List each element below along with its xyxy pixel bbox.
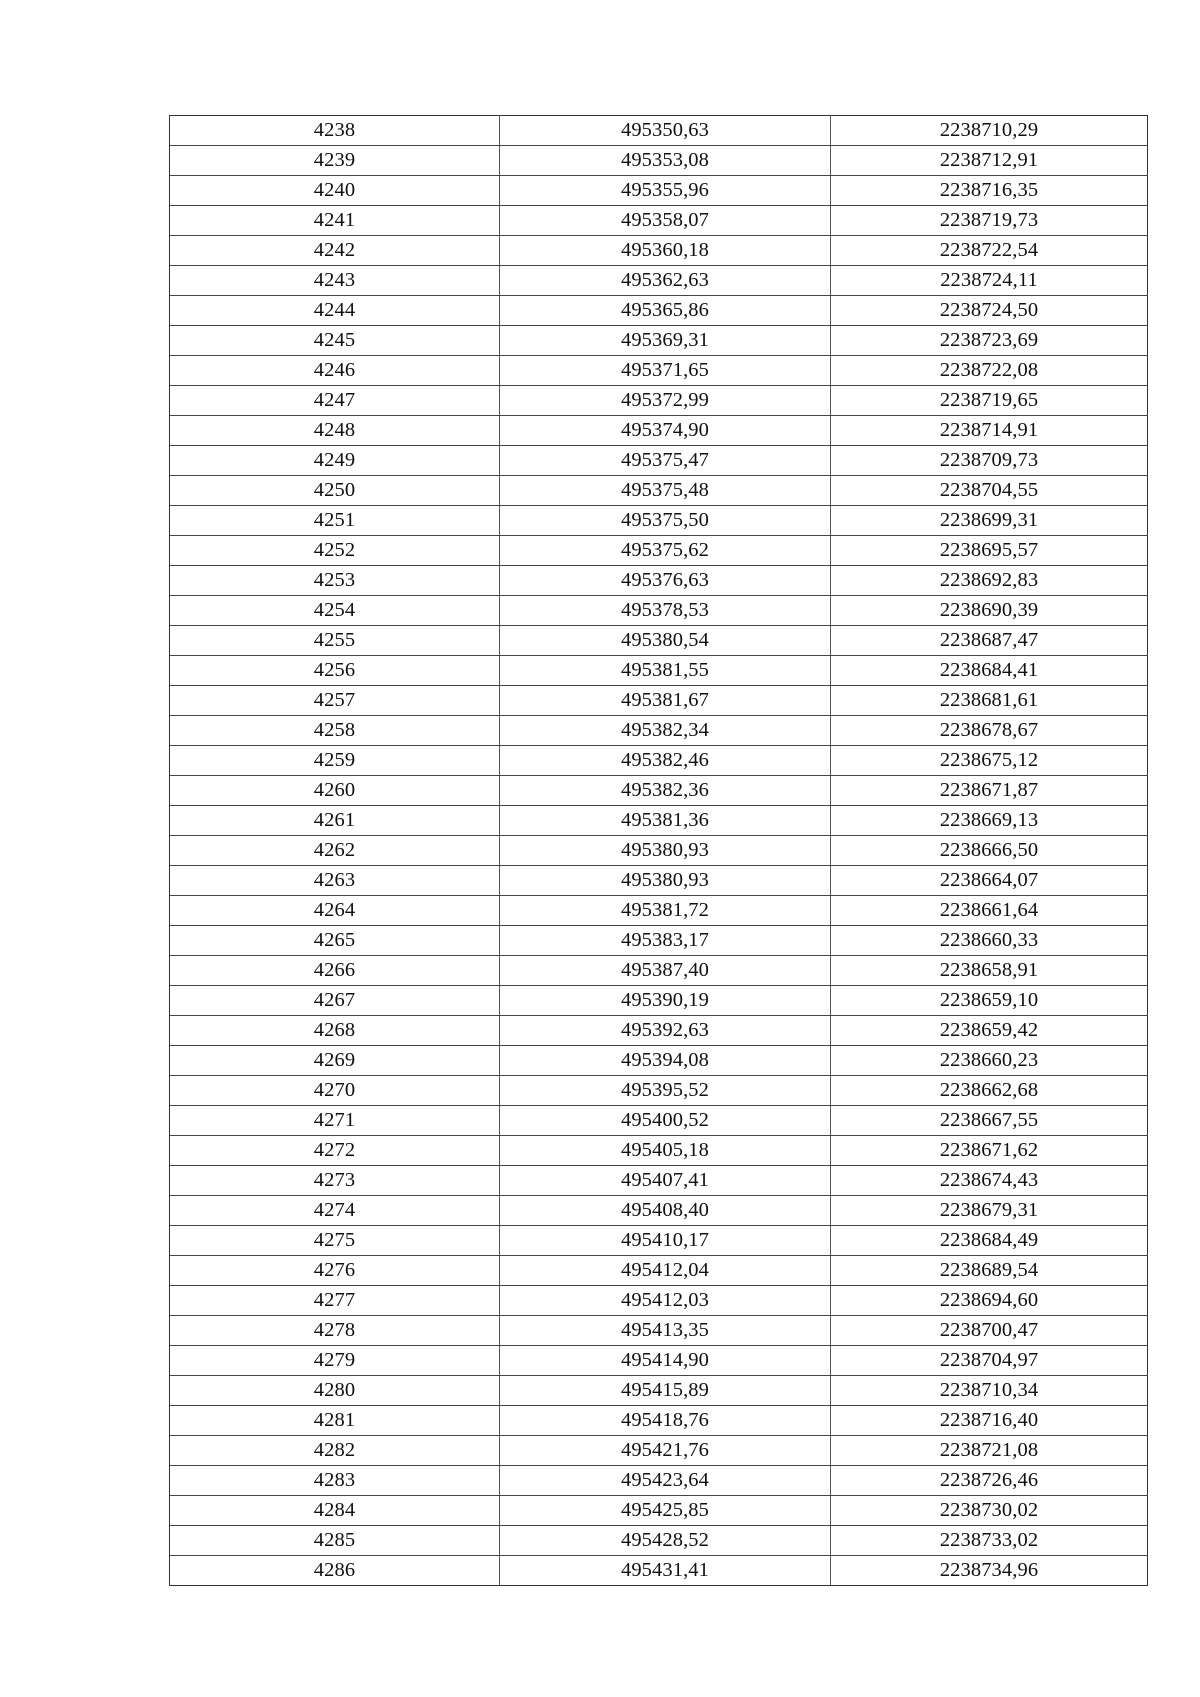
point-number-cell: 4278: [170, 1316, 500, 1346]
x-coordinate-cell: 495381,67: [500, 686, 831, 716]
table-row: [170, 476, 1148, 506]
table-row: [170, 1436, 1148, 1466]
x-coordinate-cell: 495421,76: [500, 1436, 831, 1466]
table-row: [170, 1046, 1148, 1076]
table-row: [170, 386, 1148, 416]
x-coordinate-cell: 495390,19: [500, 986, 831, 1016]
point-number-cell: 4262: [170, 836, 500, 866]
x-coordinate-cell: 495428,52: [500, 1526, 831, 1556]
point-number-cell: 4272: [170, 1136, 500, 1166]
x-coordinate-cell: 495405,18: [500, 1136, 831, 1166]
point-number-cell: 4271: [170, 1106, 500, 1136]
y-coordinate-cell: 2238679,31: [831, 1196, 1148, 1226]
y-coordinate-cell: 2238671,62: [831, 1136, 1148, 1166]
table-row: [170, 446, 1148, 476]
table-row: [170, 1016, 1148, 1046]
x-coordinate-cell: 495375,48: [500, 476, 831, 506]
point-number-cell: 4279: [170, 1346, 500, 1376]
table-row: [170, 206, 1148, 236]
point-number-cell: 4280: [170, 1376, 500, 1406]
x-coordinate-cell: 495412,04: [500, 1256, 831, 1286]
y-coordinate-cell: 2238712,91: [831, 146, 1148, 176]
y-coordinate-cell: 2238669,13: [831, 806, 1148, 836]
point-number-cell: 4276: [170, 1256, 500, 1286]
point-number-cell: 4258: [170, 716, 500, 746]
point-number-cell: 4260: [170, 776, 500, 806]
point-number-cell: 4243: [170, 266, 500, 296]
x-coordinate-cell: 495415,89: [500, 1376, 831, 1406]
table-row: [170, 566, 1148, 596]
point-number-cell: 4248: [170, 416, 500, 446]
point-number-cell: 4259: [170, 746, 500, 776]
y-coordinate-cell: 2238666,50: [831, 836, 1148, 866]
x-coordinate-cell: 495382,34: [500, 716, 831, 746]
table-row: [170, 836, 1148, 866]
table-row: [170, 686, 1148, 716]
table-row: [170, 326, 1148, 356]
x-coordinate-cell: 495423,64: [500, 1466, 831, 1496]
point-number-cell: 4250: [170, 476, 500, 506]
y-coordinate-cell: 2238658,91: [831, 956, 1148, 986]
y-coordinate-cell: 2238719,65: [831, 386, 1148, 416]
point-number-cell: 4282: [170, 1436, 500, 1466]
table-row: [170, 776, 1148, 806]
table-row: [170, 926, 1148, 956]
x-coordinate-cell: 495395,52: [500, 1076, 831, 1106]
table-row: [170, 866, 1148, 896]
point-number-cell: 4257: [170, 686, 500, 716]
point-number-cell: 4277: [170, 1286, 500, 1316]
table-row: [170, 1136, 1148, 1166]
table-row: [170, 956, 1148, 986]
table-row: [170, 1106, 1148, 1136]
table-row: [170, 1256, 1148, 1286]
point-number-cell: 4246: [170, 356, 500, 386]
x-coordinate-cell: 495383,17: [500, 926, 831, 956]
x-coordinate-cell: 495413,35: [500, 1316, 831, 1346]
point-number-cell: 4254: [170, 596, 500, 626]
x-coordinate-cell: 495412,03: [500, 1286, 831, 1316]
point-number-cell: 4265: [170, 926, 500, 956]
x-coordinate-cell: 495392,63: [500, 1016, 831, 1046]
point-number-cell: 4275: [170, 1226, 500, 1256]
point-number-cell: 4268: [170, 1016, 500, 1046]
x-coordinate-cell: 495408,40: [500, 1196, 831, 1226]
point-number-cell: 4285: [170, 1526, 500, 1556]
point-number-cell: 4241: [170, 206, 500, 236]
table-row: [170, 356, 1148, 386]
x-coordinate-cell: 495353,08: [500, 146, 831, 176]
y-coordinate-cell: 2238724,50: [831, 296, 1148, 326]
point-number-cell: 4252: [170, 536, 500, 566]
x-coordinate-cell: 495410,17: [500, 1226, 831, 1256]
point-number-cell: 4255: [170, 626, 500, 656]
table-row: [170, 1316, 1148, 1346]
y-coordinate-cell: 2238671,87: [831, 776, 1148, 806]
y-coordinate-cell: 2238710,34: [831, 1376, 1148, 1406]
table-row: [170, 1346, 1148, 1376]
x-coordinate-cell: 495376,63: [500, 566, 831, 596]
table-row: [170, 1466, 1148, 1496]
point-number-cell: 4284: [170, 1496, 500, 1526]
x-coordinate-cell: 495380,93: [500, 836, 831, 866]
x-coordinate-cell: 495425,85: [500, 1496, 831, 1526]
y-coordinate-cell: 2238690,39: [831, 596, 1148, 626]
point-number-cell: 4273: [170, 1166, 500, 1196]
table-row: [170, 116, 1148, 146]
y-coordinate-cell: 2238723,69: [831, 326, 1148, 356]
point-number-cell: 4245: [170, 326, 500, 356]
x-coordinate-cell: 495400,52: [500, 1106, 831, 1136]
x-coordinate-cell: 495414,90: [500, 1346, 831, 1376]
y-coordinate-cell: 2238719,73: [831, 206, 1148, 236]
x-coordinate-cell: 495360,18: [500, 236, 831, 266]
coordinates-table: [169, 115, 1148, 1586]
x-coordinate-cell: 495407,41: [500, 1166, 831, 1196]
x-coordinate-cell: 495358,07: [500, 206, 831, 236]
table-row: [170, 266, 1148, 296]
y-coordinate-cell: 2238704,97: [831, 1346, 1148, 1376]
point-number-cell: 4251: [170, 506, 500, 536]
y-coordinate-cell: 2238674,43: [831, 1166, 1148, 1196]
y-coordinate-cell: 2238689,54: [831, 1256, 1148, 1286]
y-coordinate-cell: 2238724,11: [831, 266, 1148, 296]
point-number-cell: 4269: [170, 1046, 500, 1076]
point-number-cell: 4261: [170, 806, 500, 836]
y-coordinate-cell: 2238722,54: [831, 236, 1148, 266]
table-row: [170, 146, 1148, 176]
table-row: [170, 716, 1148, 746]
y-coordinate-cell: 2238726,46: [831, 1466, 1148, 1496]
x-coordinate-cell: 495381,36: [500, 806, 831, 836]
y-coordinate-cell: 2238694,60: [831, 1286, 1148, 1316]
y-coordinate-cell: 2238659,42: [831, 1016, 1148, 1046]
table-row: [170, 1556, 1148, 1586]
point-number-cell: 4281: [170, 1406, 500, 1436]
y-coordinate-cell: 2238716,35: [831, 176, 1148, 206]
y-coordinate-cell: 2238684,49: [831, 1226, 1148, 1256]
table-row: [170, 1526, 1148, 1556]
y-coordinate-cell: 2238699,31: [831, 506, 1148, 536]
y-coordinate-cell: 2238661,64: [831, 896, 1148, 926]
table-row: [170, 236, 1148, 266]
x-coordinate-cell: 495375,47: [500, 446, 831, 476]
table-row: [170, 746, 1148, 776]
point-number-cell: 4238: [170, 116, 500, 146]
y-coordinate-cell: 2238667,55: [831, 1106, 1148, 1136]
table-row: [170, 1226, 1148, 1256]
table-row: [170, 1496, 1148, 1526]
y-coordinate-cell: 2238709,73: [831, 446, 1148, 476]
y-coordinate-cell: 2238704,55: [831, 476, 1148, 506]
x-coordinate-cell: 495380,54: [500, 626, 831, 656]
x-coordinate-cell: 495374,90: [500, 416, 831, 446]
point-number-cell: 4253: [170, 566, 500, 596]
point-number-cell: 4249: [170, 446, 500, 476]
table-row: [170, 1166, 1148, 1196]
table-row: [170, 1076, 1148, 1106]
x-coordinate-cell: 495380,93: [500, 866, 831, 896]
point-number-cell: 4270: [170, 1076, 500, 1106]
table-row: [170, 626, 1148, 656]
coordinates-table-body: [170, 116, 1148, 1586]
y-coordinate-cell: 2238722,08: [831, 356, 1148, 386]
table-row: [170, 296, 1148, 326]
point-number-cell: 4266: [170, 956, 500, 986]
y-coordinate-cell: 2238678,67: [831, 716, 1148, 746]
x-coordinate-cell: 495365,86: [500, 296, 831, 326]
x-coordinate-cell: 495394,08: [500, 1046, 831, 1076]
y-coordinate-cell: 2238734,96: [831, 1556, 1148, 1586]
point-number-cell: 4274: [170, 1196, 500, 1226]
x-coordinate-cell: 495362,63: [500, 266, 831, 296]
table-row: [170, 1376, 1148, 1406]
y-coordinate-cell: 2238733,02: [831, 1526, 1148, 1556]
point-number-cell: 4286: [170, 1556, 500, 1586]
y-coordinate-cell: 2238692,83: [831, 566, 1148, 596]
y-coordinate-cell: 2238687,47: [831, 626, 1148, 656]
point-number-cell: 4263: [170, 866, 500, 896]
x-coordinate-cell: 495418,76: [500, 1406, 831, 1436]
y-coordinate-cell: 2238730,02: [831, 1496, 1148, 1526]
y-coordinate-cell: 2238684,41: [831, 656, 1148, 686]
x-coordinate-cell: 495378,53: [500, 596, 831, 626]
x-coordinate-cell: 495382,36: [500, 776, 831, 806]
table-row: [170, 416, 1148, 446]
point-number-cell: 4244: [170, 296, 500, 326]
y-coordinate-cell: 2238664,07: [831, 866, 1148, 896]
y-coordinate-cell: 2238716,40: [831, 1406, 1148, 1436]
y-coordinate-cell: 2238660,33: [831, 926, 1148, 956]
x-coordinate-cell: 495369,31: [500, 326, 831, 356]
x-coordinate-cell: 495375,50: [500, 506, 831, 536]
y-coordinate-cell: 2238714,91: [831, 416, 1148, 446]
table-row: [170, 1196, 1148, 1226]
table-row: [170, 176, 1148, 206]
table-row: [170, 986, 1148, 1016]
y-coordinate-cell: 2238659,10: [831, 986, 1148, 1016]
x-coordinate-cell: 495381,55: [500, 656, 831, 686]
table-row: [170, 536, 1148, 566]
point-number-cell: 4239: [170, 146, 500, 176]
y-coordinate-cell: 2238721,08: [831, 1436, 1148, 1466]
point-number-cell: 4242: [170, 236, 500, 266]
y-coordinate-cell: 2238710,29: [831, 116, 1148, 146]
point-number-cell: 4247: [170, 386, 500, 416]
table-row: [170, 1406, 1148, 1436]
x-coordinate-cell: 495355,96: [500, 176, 831, 206]
y-coordinate-cell: 2238675,12: [831, 746, 1148, 776]
y-coordinate-cell: 2238700,47: [831, 1316, 1148, 1346]
table-row: [170, 596, 1148, 626]
point-number-cell: 4256: [170, 656, 500, 686]
table-row: [170, 506, 1148, 536]
y-coordinate-cell: 2238695,57: [831, 536, 1148, 566]
point-number-cell: 4267: [170, 986, 500, 1016]
x-coordinate-cell: 495387,40: [500, 956, 831, 986]
table-row: [170, 1286, 1148, 1316]
x-coordinate-cell: 495350,63: [500, 116, 831, 146]
x-coordinate-cell: 495431,41: [500, 1556, 831, 1586]
x-coordinate-cell: 495372,99: [500, 386, 831, 416]
table-row: [170, 896, 1148, 926]
x-coordinate-cell: 495381,72: [500, 896, 831, 926]
x-coordinate-cell: 495375,62: [500, 536, 831, 566]
table-row: [170, 656, 1148, 686]
table-row: [170, 806, 1148, 836]
point-number-cell: 4283: [170, 1466, 500, 1496]
y-coordinate-cell: 2238662,68: [831, 1076, 1148, 1106]
x-coordinate-cell: 495382,46: [500, 746, 831, 776]
point-number-cell: 4240: [170, 176, 500, 206]
x-coordinate-cell: 495371,65: [500, 356, 831, 386]
point-number-cell: 4264: [170, 896, 500, 926]
y-coordinate-cell: 2238681,61: [831, 686, 1148, 716]
y-coordinate-cell: 2238660,23: [831, 1046, 1148, 1076]
